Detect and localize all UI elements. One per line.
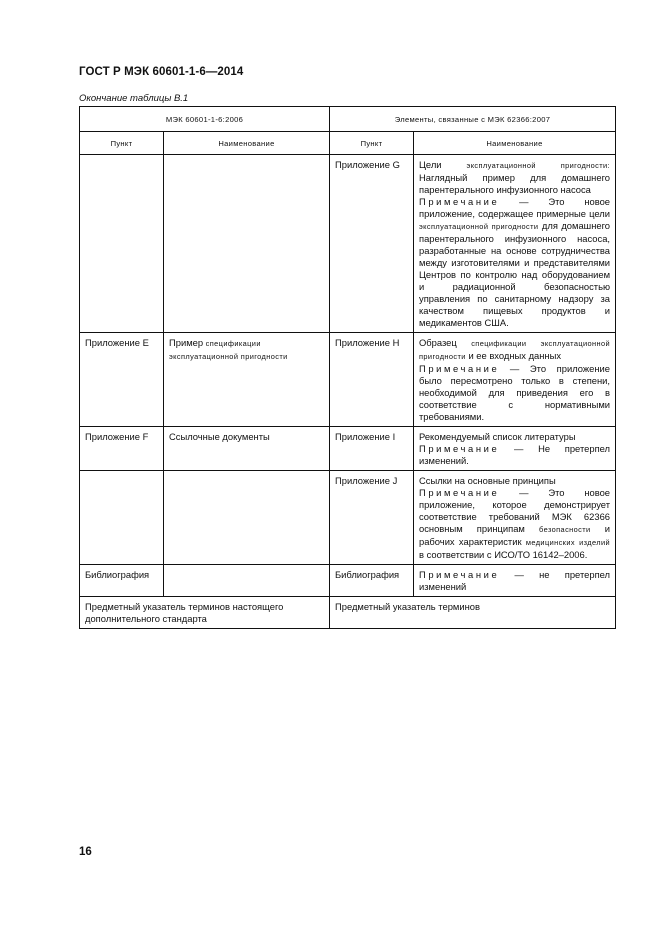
note-text: — Это новое приложение, которое демонстрирует соответствие требований МЭК 62366 основным принципам (419, 487, 611, 534)
table-row (80, 597, 616, 629)
table-row (80, 427, 616, 471)
left-item-cell: Библиография (80, 565, 164, 597)
note-text: и рабочих характеристик (419, 523, 611, 547)
term-smallcaps: спецификации эксплуатационной пригодности (169, 339, 288, 361)
note-paragraph (419, 363, 610, 423)
table-caption: Окончание таблицы В.1 (79, 93, 189, 104)
table-row (80, 155, 616, 333)
name-text: Образец (419, 337, 457, 348)
footer-right-cell: Предметный указатель терминов (330, 597, 616, 629)
note-text: — Это новое приложение, содержащее примерные (419, 196, 611, 219)
right-name-cell (414, 333, 616, 427)
note-label: Примечание (419, 363, 500, 374)
note-label: Примечание (419, 196, 500, 207)
name-text: и ее входных данных (468, 350, 562, 361)
name-paragraph: Ссылки на основные принципы (419, 475, 556, 486)
right-item-cell: Приложение G (330, 155, 414, 333)
note-text: — Это приложение было пересмотрено только в степени, необходимой для приведения его в соответствие с нормативными требованиями. (419, 363, 611, 422)
group-header-iec-62366: Элементы, связанные с МЭК 62366:2007 (330, 107, 616, 132)
left-item-cell: Приложение E (80, 333, 164, 427)
note-text: цели (589, 208, 611, 219)
group-header-iec-60601: МЭК 60601-1-6:2006 (80, 107, 330, 132)
term-smallcaps: безопасности (539, 525, 591, 534)
note-text: — Не претерпел изменений. (419, 443, 611, 466)
name-paragraph (419, 337, 610, 363)
right-name-cell (414, 427, 616, 471)
name-paragraph (419, 159, 610, 196)
note-text: — не претерпел изменений (419, 569, 611, 592)
term-smallcaps: эксплуатационной пригодности: (466, 161, 611, 170)
name-text: Пример (169, 337, 204, 348)
term-smallcaps: эксплуатационной пригодности (419, 222, 539, 231)
name-text: Наглядный пример для домашнего парентерального инфузионного насоса (419, 172, 611, 195)
note-label: Примечание (419, 487, 500, 498)
correspondence-table (79, 106, 616, 629)
note-paragraph (419, 443, 610, 467)
right-name-cell (414, 471, 616, 565)
left-item-cell (80, 471, 164, 565)
right-item-cell: Библиография (330, 565, 414, 597)
left-name-cell (164, 565, 330, 597)
right-name-cell (414, 155, 616, 333)
left-name-cell (164, 155, 330, 333)
note-paragraph (419, 569, 610, 593)
table-group-header-row (80, 107, 616, 132)
name-paragraph: Рекомендуемый список литературы (419, 431, 576, 442)
page-number: 16 (79, 846, 92, 858)
document-header-title: ГОСТ Р МЭК 60601-1-6—2014 (79, 66, 244, 78)
left-name-cell (164, 471, 330, 565)
table-column-header-row (80, 132, 616, 155)
column-header-name-right: Наименование (414, 132, 616, 155)
left-name-cell (164, 333, 330, 427)
right-item-cell: Приложение I (330, 427, 414, 471)
table-row (80, 565, 616, 597)
right-item-cell: Приложение J (330, 471, 414, 565)
note-text: в соответствии с ИСО/ТО 16142–2006. (419, 549, 588, 560)
term-smallcaps: спецификации эксплуатационной пригодности (419, 339, 611, 361)
right-item-cell: Приложение H (330, 333, 414, 427)
table-row (80, 471, 616, 565)
left-item-cell: Приложение F (80, 427, 164, 471)
note-text: для домашнего парентерального инфузионного насоса, разработанные на основе сотрудничества между изготовителями и представителями Центров по контролю над оборудованием и радиационной безопасностью управления по санитарному надзору за качеством пищевых продуктов и медикаментов США. (419, 220, 611, 328)
left-item-cell (80, 155, 164, 333)
note-paragraph (419, 487, 610, 561)
note-paragraph (419, 196, 610, 329)
right-name-cell (414, 565, 616, 597)
note-label: Примечание (419, 569, 500, 580)
column-header-name-left: Наименование (164, 132, 330, 155)
left-name-cell: Ссылочные документы (164, 427, 330, 471)
term-smallcaps: медицинских изделий (525, 538, 611, 547)
table-row (80, 333, 616, 427)
name-text: Цели (419, 159, 442, 170)
note-label: Примечание (419, 443, 500, 454)
column-header-item-right: Пункт (330, 132, 414, 155)
column-header-item-left: Пункт (80, 132, 164, 155)
footer-left-cell: Предметный указатель терминов настоящего дополнительного стандарта (80, 597, 330, 629)
